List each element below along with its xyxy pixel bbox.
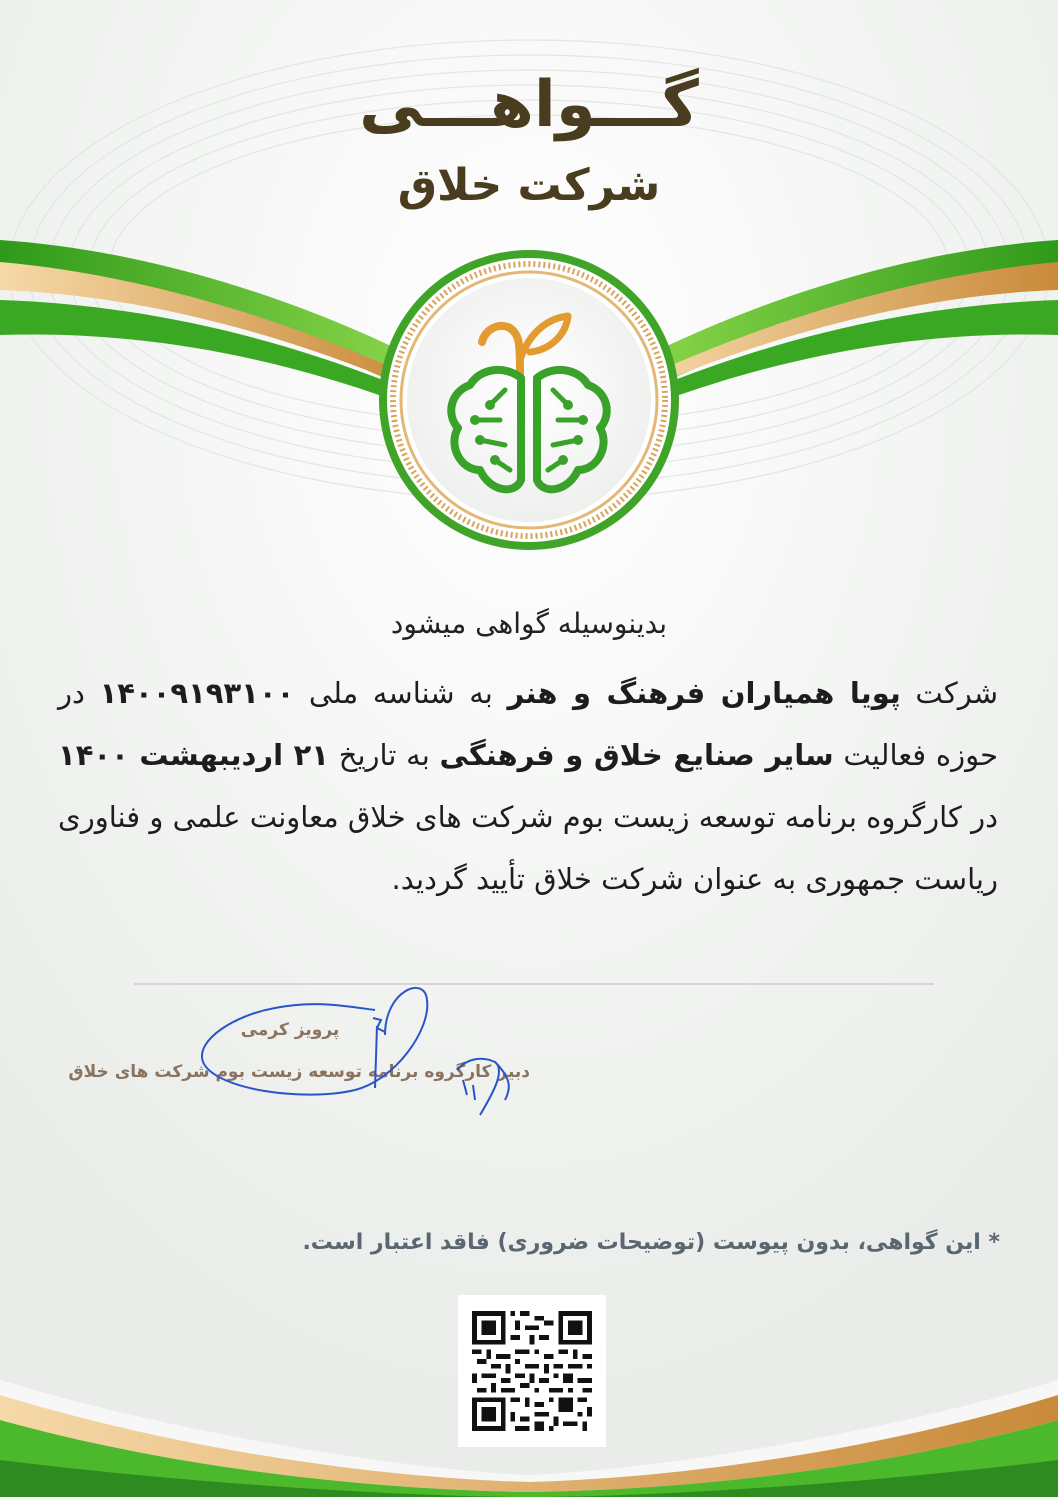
body-text-part: به تاریخ [329, 738, 440, 772]
certificate-body [58, 662, 998, 910]
handwritten-signature [195, 970, 525, 1130]
approval-date: ۲۱ اردیبهشت ۱۴۰۰ [58, 738, 330, 772]
footnote: * این گواهی، بدون پیوست (توضیحات ضروری) فاقد اعتبار است. [302, 1230, 1000, 1255]
certificate-title: گـــواهـــی [359, 68, 699, 142]
intro-text: بدینوسیله گواهی میشود [390, 607, 668, 640]
company-name: پویا همیاران فرهنگ و هنر [507, 676, 901, 710]
activity-field: سایر صنایع خلاق و فرهنگی [439, 738, 834, 772]
national-id: ۱۴۰۰۹۱۹۳۱۰۰ [99, 676, 295, 710]
body-text-part: به شناسه ملی [294, 676, 508, 710]
qr-code-icon [472, 1311, 592, 1431]
body-text-part: در حوزه فعالیت [58, 676, 998, 772]
certificate-subtitle: شرکت خلاق [397, 160, 661, 211]
body-text-part: شرکت [900, 676, 999, 710]
qr-code[interactable] [458, 1295, 606, 1447]
body-text-part: در کارگروه برنامه توسعه زیست بوم شرکت های خلاق معاونت علمی و فناوری ریاست جمهوری به عنوان شرکت خلاق تأیید گردید. [58, 800, 998, 896]
signer-title: دبیر کارگروه برنامه توسعه زیست بوم شرکت های خلاق [68, 1062, 530, 1082]
signer-name: پرویز کرمی [240, 1020, 340, 1040]
seal [379, 250, 679, 550]
